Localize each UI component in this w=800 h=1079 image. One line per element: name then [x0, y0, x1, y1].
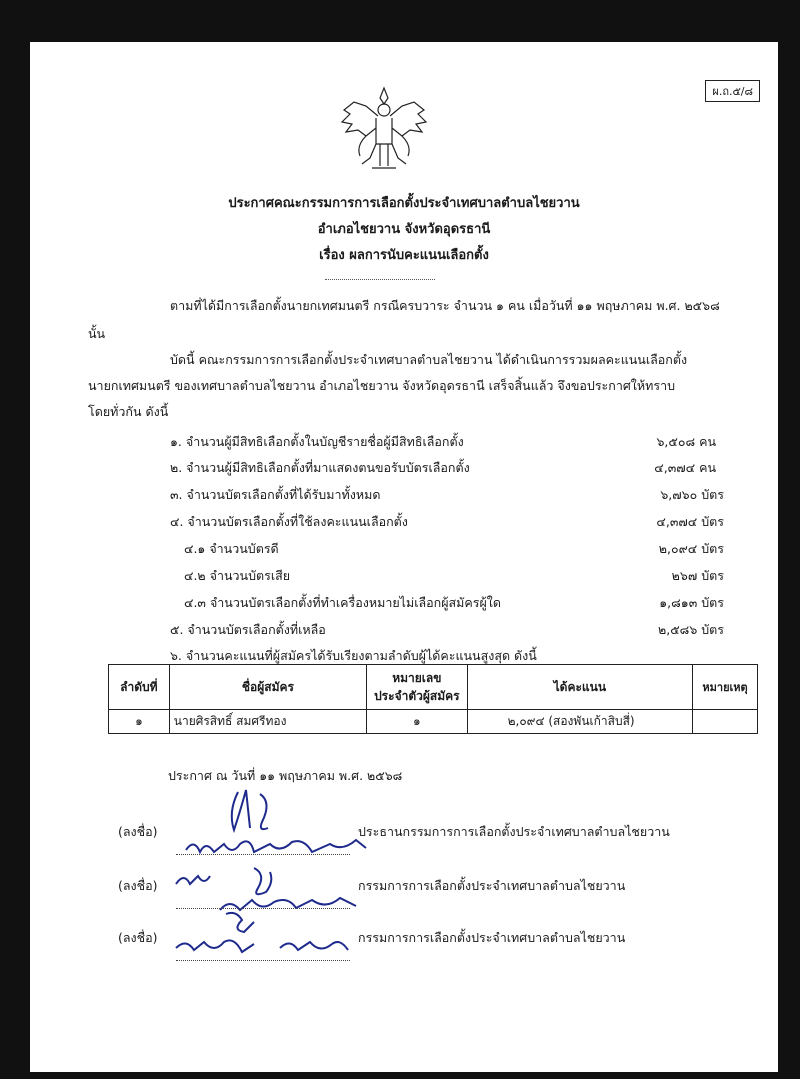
paragraph-2-line-3: โดยทั่วกัน ดังนี้ [88, 404, 169, 419]
sign-line-3 [176, 960, 350, 961]
col-header-no: ลำดับที่ [109, 665, 170, 710]
col-header-number-l2: ประจำตัวผู้สมัคร [374, 689, 460, 703]
list-item-label: ๓. จำนวนบัตรเลือกตั้งที่ได้รับมาทั้งหมด [170, 487, 381, 502]
table-row [109, 710, 758, 734]
list-item-label: ๔.๓ จำนวนบัตรเลือกตั้งที่ทำเครื่องหมายไม่เลือกผู้สมัครผู้ใด [184, 595, 502, 610]
list-item-label: ๒. จำนวนผู้มีสิทธิเลือกตั้งที่มาแสดงตนขอรับบัตรเลือกตั้ง [170, 460, 470, 475]
list-item-value: ๔,๓๗๔ บัตร [656, 514, 724, 529]
paragraph-1: ตามที่ได้มีการเลือกตั้งนายกเทศมนตรี กรณีครบวาระ จำนวน ๑ คน เมื่อวันที่ ๑๑ พฤษภาคม พ.ศ. ๒๕๖๘ [170, 298, 720, 313]
cell-score: ๒,๐๙๔ (สองพันเก้าสิบสี่) [467, 710, 692, 734]
list-item-label: ๔.๑ จำนวนบัตรดี [184, 541, 279, 556]
results-table [108, 664, 758, 734]
sign-prefix-3: (ลงชื่อ) [118, 930, 158, 945]
sign-prefix-2: (ลงชื่อ) [118, 878, 158, 893]
list-item-value: ๒,๐๙๔ บัตร [658, 541, 724, 556]
list-item-value: ๖,๗๖๐ บัตร [660, 487, 724, 502]
list-item-label: ๖. จำนวนคะแนนที่ผู้สมัครได้รับเรียงตามลำดับผู้ได้คะแนนสูงสุด ดังนี้ [170, 648, 537, 663]
list-item-value: ๔,๓๗๔ คน [654, 460, 716, 475]
form-code-box: ผ.ถ.๕/๘ [705, 80, 760, 102]
paragraph-2-line-2: นายกเทศมนตรี ของเทศบาลตำบลไชยวาน อำเภอไชยวาน จังหวัดอุดรธานี เสร็จสิ้นแล้ว จึงขอประกาศให้ทราบ [88, 378, 676, 393]
list-item-label: ๔.๒ จำนวนบัตรเสีย [184, 568, 291, 583]
header-divider [325, 279, 435, 280]
col-header-name: ชื่อผู้สมัคร [169, 665, 366, 710]
list-item-value: ๒๖๗ บัตร [671, 568, 724, 583]
sign-title-1: ประธานกรรมการการเลือกตั้งประจำเทศบาลตำบลไชยวาน [358, 824, 670, 839]
sign-line-1 [176, 854, 350, 855]
col-header-score: ได้คะแนน [467, 665, 692, 710]
col-header-number [367, 665, 468, 710]
col-header-note: หมายเหตุ [693, 665, 758, 710]
cell-no: ๑ [109, 710, 170, 734]
table-header-row [109, 665, 758, 710]
cell-note [693, 710, 758, 734]
signature-1-icon [180, 782, 380, 872]
list-item-label: ๕. จำนวนบัตรเลือกตั้งที่เหลือ [170, 622, 326, 637]
document-page [30, 42, 778, 1072]
list-item-label: ๔. จำนวนบัตรเลือกตั้งที่ใช้ลงคะแนนเลือกตั้ง [170, 514, 408, 529]
paragraph-2-line-1: บัดนี้ คณะกรรมการการเลือกตั้งประจำเทศบาลตำบลไชยวาน ได้ดำเนินการรวมผลคะแนนเลือกตั้ง [170, 352, 688, 367]
col-header-number-l1: หมายเลข [392, 671, 442, 685]
header-line-2: อำเภอไชยวาน จังหวัดอุดรธานี [317, 222, 491, 237]
sign-title-3: กรรมการการเลือกตั้งประจำเทศบาลตำบลไชยวาน [358, 930, 626, 945]
sign-prefix-1: (ลงชื่อ) [118, 824, 158, 839]
list-item-label: ๑. จำนวนผู้มีสิทธิเลือกตั้งในบัญชีรายชื่อผู้มีสิทธิเลือกตั้ง [170, 434, 464, 449]
list-item-value: ๖,๕๐๘ คน [656, 434, 716, 449]
list-item-value: ๑,๘๑๓ บัตร [659, 595, 724, 610]
list-item-value: ๒,๕๘๖ บัตร [658, 622, 724, 637]
cell-number: ๑ [367, 710, 468, 734]
cell-name: นายศิรสิทธิ์ สมศรีทอง [169, 710, 366, 734]
garuda-emblem-icon [336, 84, 432, 174]
paragraph-1-end: นั้น [88, 326, 106, 341]
header-line-3: เรื่อง ผลการนับคะแนนเลือกตั้ง [319, 248, 489, 263]
announce-date: ประกาศ ณ วันที่ ๑๑ พฤษภาคม พ.ศ. ๒๕๖๘ [168, 768, 403, 783]
sign-title-2: กรรมการการเลือกตั้งประจำเทศบาลตำบลไชยวาน [358, 878, 626, 893]
header-line-1: ประกาศคณะกรรมการการเลือกตั้งประจำเทศบาลตำบลไชยวาน [228, 196, 580, 211]
